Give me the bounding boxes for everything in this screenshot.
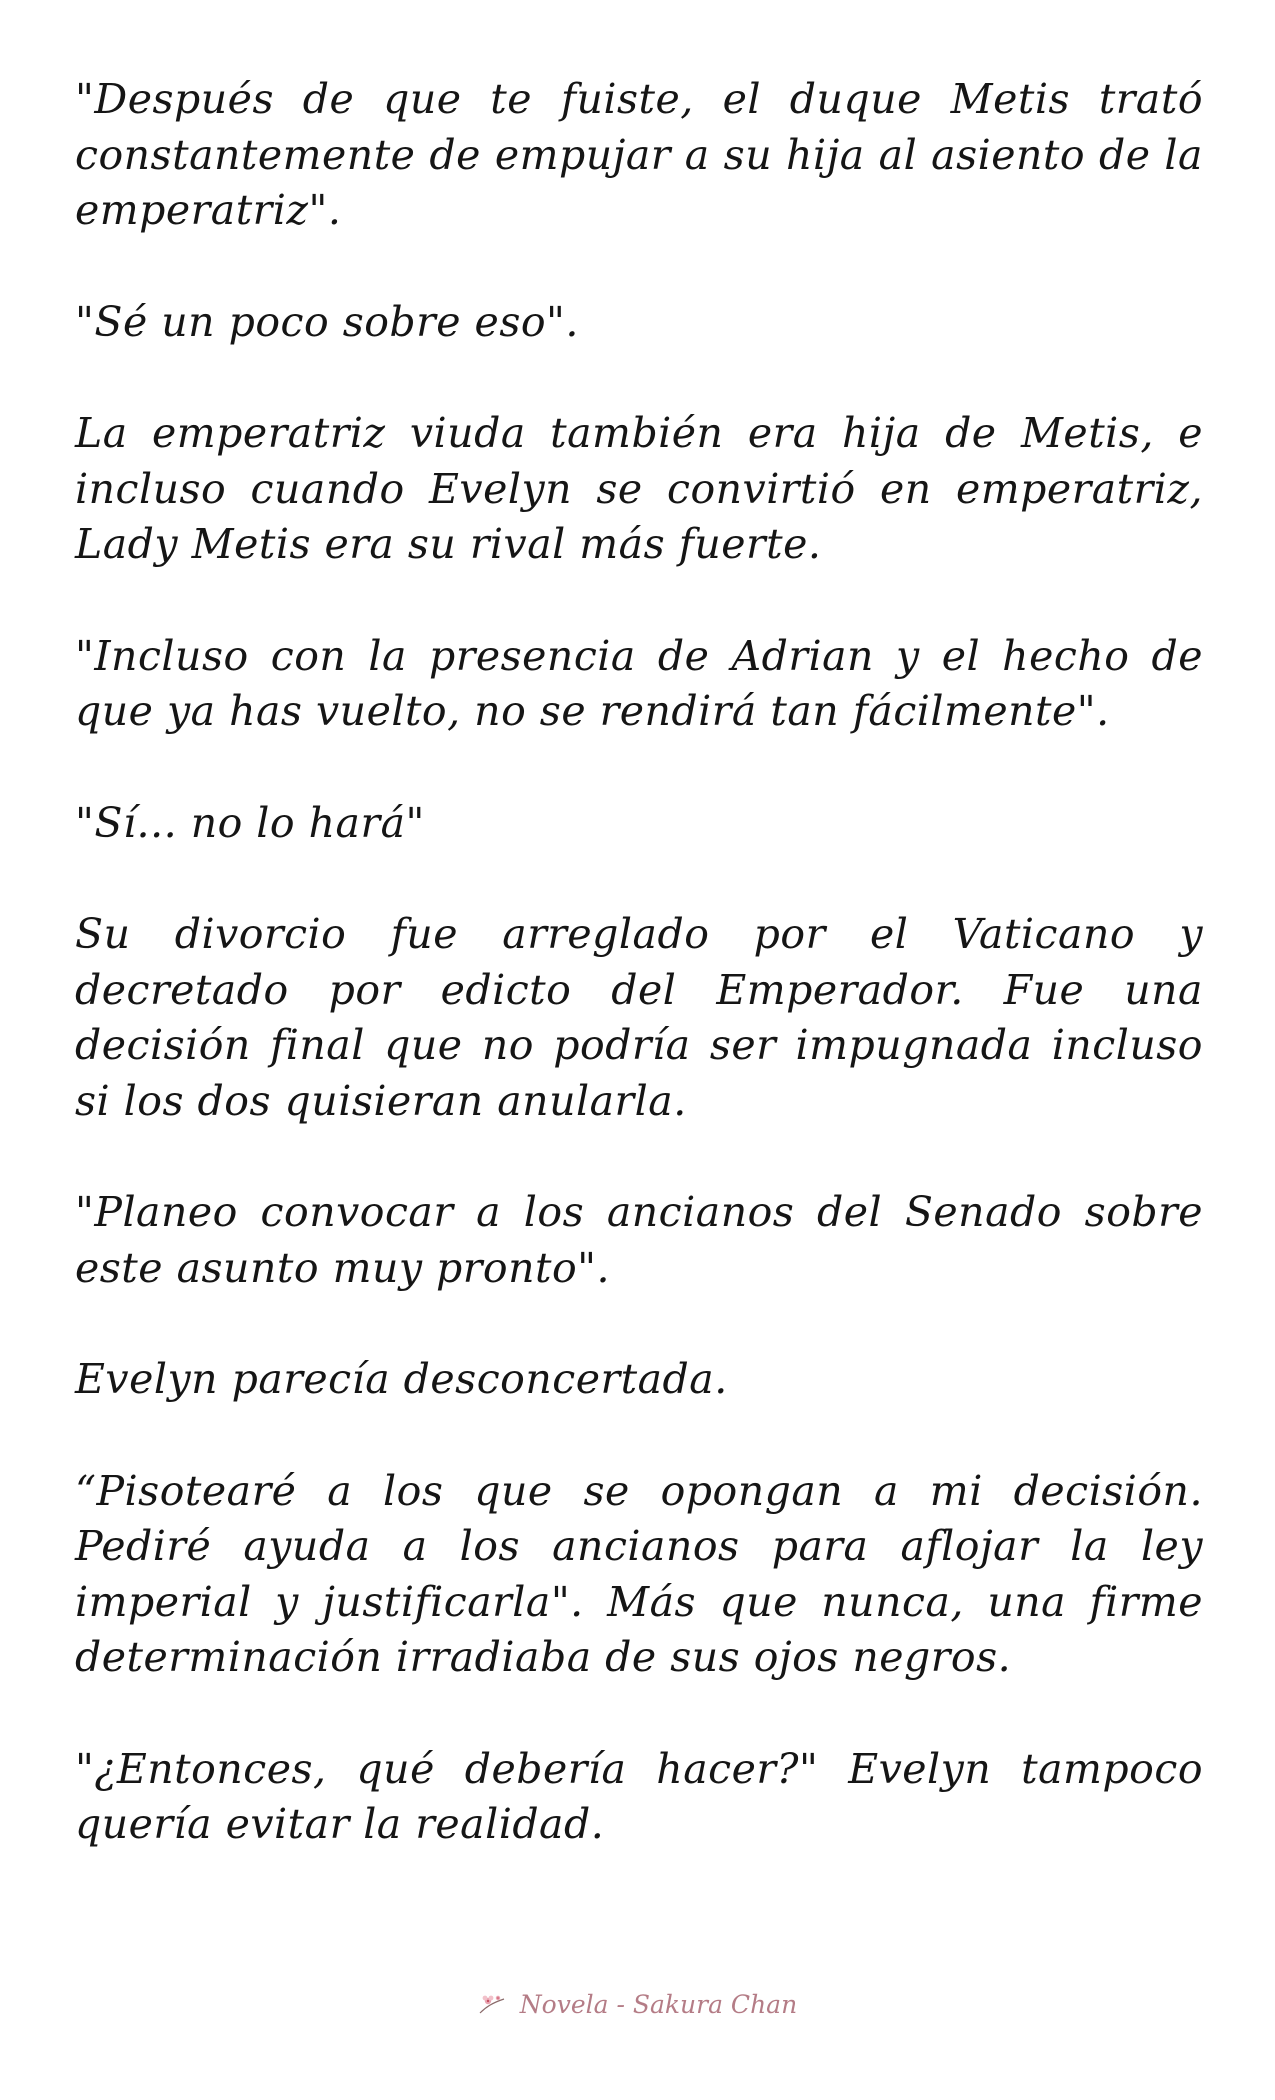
- paragraph: "Incluso con la presencia de Adrian y el hecho de que ya has vuelto, no se rendirá tan fácilmente".: [75, 631, 1203, 735]
- paragraph: "Sé un poco sobre eso".: [75, 297, 579, 346]
- paragraph: "¿Entonces, qué debería hacer?" Evelyn tampoco quería evitar la realidad.: [75, 1744, 1203, 1848]
- watermark-footer: [0, 1990, 1275, 2019]
- paragraph: Su divorcio fue arreglado por el Vaticano y decretado por edicto del Emperador. Fue una decisión final que no podría ser impugnada incluso si los dos quisieran anularla.: [75, 910, 1203, 1125]
- cherry-blossom-icon: [478, 1992, 506, 2014]
- paragraph: "Planeo convocar a los ancianos del Senado sobre este asunto muy pronto".: [75, 1188, 1203, 1292]
- paragraph: La emperatriz viuda también era hija de Metis, e incluso cuando Evelyn se convirtió en emperatriz, Lady Metis era su rival más fuerte.: [75, 409, 1203, 568]
- paragraph: "Sí... no lo hará": [75, 798, 425, 847]
- paragraph: Evelyn parecía desconcertada.: [75, 1355, 728, 1403]
- paragraph: "Después de que te fuiste, el duque Metis trató constantemente de empujar a su hija al asiento de la emperatriz".: [75, 75, 1203, 234]
- document-body: [75, 72, 1203, 1909]
- watermark-text: Novela - Sakura Chan: [519, 1990, 798, 2019]
- paragraph: “Pisotearé a los que se opongan a mi decisión. Pediré ayuda a los ancianos para aflojar la ley imperial y justificarla". Más que nunca, una firme determinación irradiaba de sus ojos negros.: [75, 1466, 1203, 1681]
